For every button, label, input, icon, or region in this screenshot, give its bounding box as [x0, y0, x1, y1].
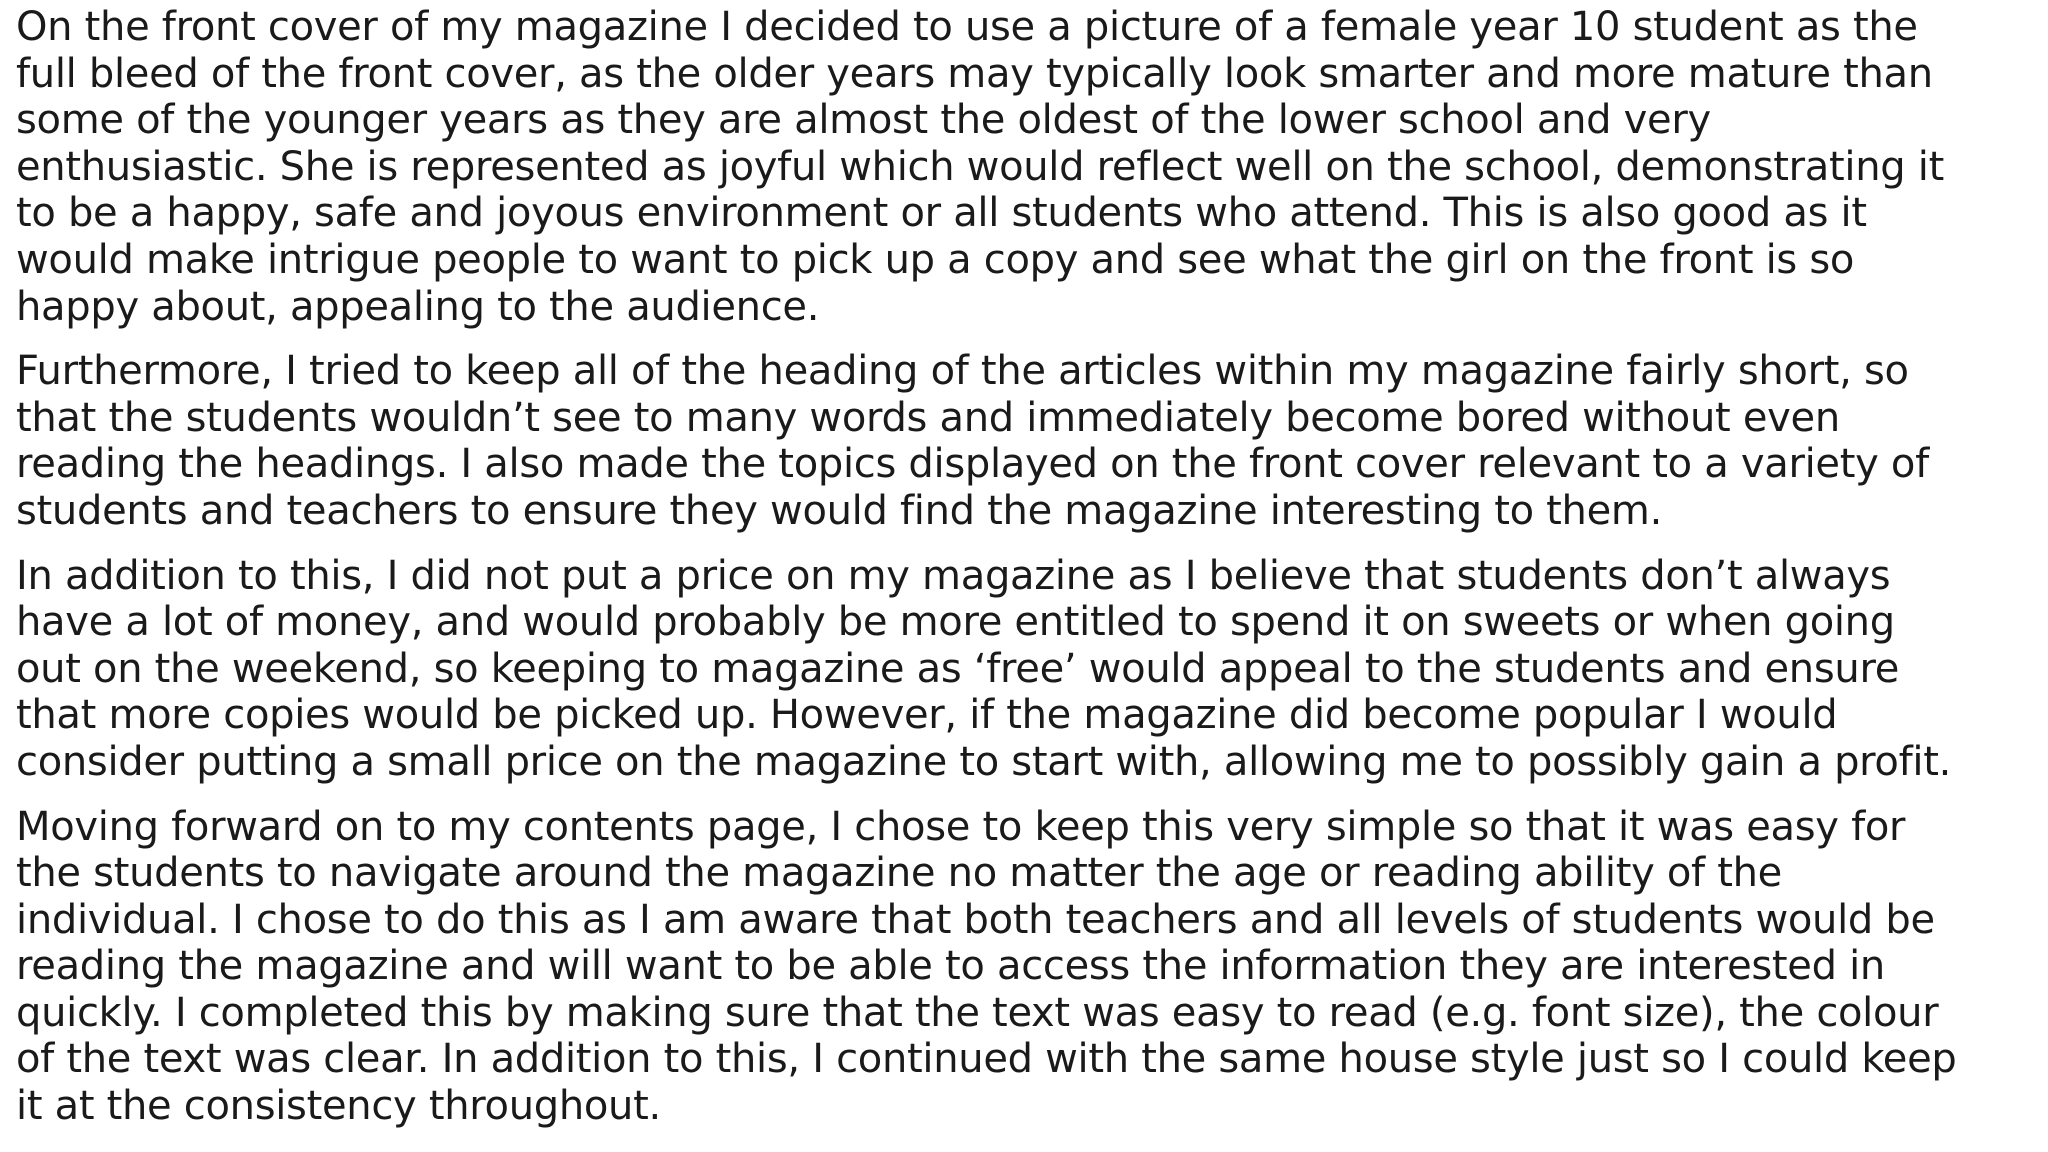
text-line: quickly. I completed this by making sure that the text was easy to read (e.g. font size), the colour	[16, 989, 1939, 1036]
text-line: out on the weekend, so keeping to magazine as ‘free’ would appeal to the students and ensure	[16, 645, 1900, 692]
text-line: Moving forward on to my contents page, I chose to keep this very simple so that it was easy for	[16, 803, 1906, 850]
text-line: of the text was clear. In addition to this, I continued with the same house style just so I could keep	[16, 1036, 1957, 1083]
text-line: consider putting a small price on the magazine to start with, allowing me to possibly gain a profit.	[16, 738, 1952, 785]
text-line: In addition to this, I did not put a price on my magazine as I believe that students don’t always	[16, 552, 1891, 599]
paragraph-front-cover	[16, 4, 2046, 330]
paragraph-contents-page	[16, 804, 2046, 1130]
text-line: students and teachers to ensure they would find the magazine interesting to them.	[16, 487, 1662, 534]
text-line: to be a happy, safe and joyous environment or all students who attend. This is also good as it	[16, 190, 1867, 237]
text-line: On the front cover of my magazine I decided to use a picture of a female year 10 student as the	[16, 4, 1918, 50]
text-line: that the students wouldn’t see to many words and immediately become bored without even	[16, 394, 1840, 441]
text-line: Furthermore, I tried to keep all of the heading of the articles within my magazine fairly short, so	[16, 348, 1909, 395]
text-line: that more copies would be picked up. However, if the magazine did become popular I would	[16, 692, 1838, 739]
text-line: individual. I chose to do this as I am aware that both teachers and all levels of students would be	[16, 896, 1935, 943]
text-line: reading the headings. I also made the topics displayed on the front cover relevant to a variety of	[16, 441, 1929, 488]
text-line: the students to navigate around the magazine no matter the age or reading ability of the	[16, 850, 1782, 897]
paragraph-headings	[16, 348, 2046, 534]
text-line: it at the consistency throughout.	[16, 1083, 661, 1130]
text-line: happy about, appealing to the audience.	[16, 283, 820, 330]
text-line: reading the magazine and will want to be able to access the information they are interested in	[16, 943, 1885, 990]
text-line: full bleed of the front cover, as the older years may typically look smarter and more mature than	[16, 50, 1933, 97]
text-line: some of the younger years as they are almost the oldest of the lower school and very	[16, 97, 1711, 144]
document-body	[16, 4, 2046, 1148]
text-line: have a lot of money, and would probably be more entitled to spend it on sweets or when going	[16, 599, 1895, 646]
paragraph-price	[16, 553, 2046, 786]
text-line: enthusiastic. She is represented as joyful which would reflect well on the school, demonstrating it	[16, 143, 1944, 190]
text-line: would make intrigue people to want to pick up a copy and see what the girl on the front is so	[16, 236, 1855, 283]
